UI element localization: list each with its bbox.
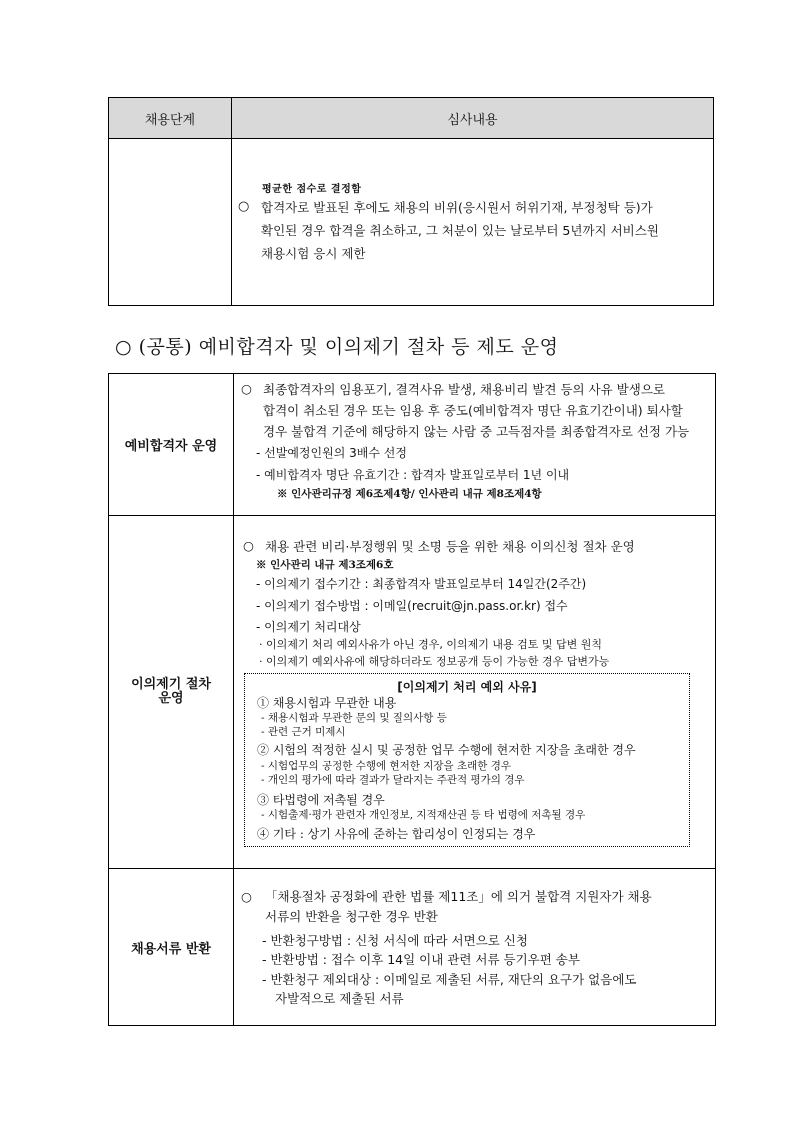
objection-sub-2: - 이의제기 접수방법 : 이메일(recruit@jn.pass.or.kr) 접수	[256, 599, 568, 613]
objection-sub-3: - 이의제기 처리대상	[256, 620, 361, 634]
header-stage: 채용단계	[109, 98, 232, 139]
label-objection	[109, 516, 234, 869]
reserve-sub-2: - 예비합격자 명단 유효기간 : 합격자 발표일로부터 1년 이내	[256, 468, 570, 482]
exception-item-1b: - 관련 근거 미제시	[261, 726, 346, 738]
exception-item-3a: - 시험출제·평가 관련자 개인정보, 지적재산권 등 타 법령에 저촉될 경우	[261, 809, 586, 821]
return-sub-3: - 반환청구 제외대상 : 이메일로 제출된 서류, 재단의 요구가 없음에도	[262, 972, 637, 987]
reserve-line-3: 경우 불합격 기준에 해당하지 않는 사람 중 고득점자를 최종합격자로 선정 가능	[263, 424, 690, 439]
exception-item-1: ① 채용시험과 무관한 내용	[257, 696, 397, 710]
content-line-3: 채용시험 응시 제한	[261, 246, 366, 261]
objection-dot-2: · 이의제기 예외사유에 해당하더라도 정보공개 등이 가능한 경우 답변가능	[259, 655, 610, 668]
section-heading: ○ (공통) 예비합격자 및 이의제기 절차 등 제도 운영	[115, 336, 559, 358]
content-line-1: 합격자로 발표된 후에도 채용의 비위(응시원서 허위기재, 부정청탁 등)가	[261, 200, 653, 215]
reserve-line-1: 최종합격자의 임용포기, 결격사유 발생, 채용비리 발견 등의 사유 발생으로	[263, 382, 665, 397]
return-line-1: 「채용절차 공정화에 관한 법률 제11조」에 의거 불합격 지원자가 채용	[265, 889, 652, 904]
objection-sub-1: - 이의제기 접수기간 : 최종합격자 발표일로부터 14일간(2주간)	[256, 577, 587, 591]
bullet-icon: ○	[238, 199, 250, 214]
bullet-icon: ○	[243, 538, 254, 553]
reserve-sub-1: - 선발예정인원의 3배수 선정	[256, 446, 407, 460]
label-objection-line2: 운영	[158, 691, 184, 706]
return-line-2: 서류의 반환을 청구한 경우 반환	[265, 909, 438, 924]
return-sub-3b: 자발적으로 제출된 서류	[275, 991, 404, 1006]
exception-item-4: ④ 기타 : 상기 사유에 준하는 합리성이 인정되는 경우	[257, 827, 536, 841]
header-content: 심사내용	[232, 98, 714, 139]
exception-box-title: [이의제기 처리 예외 사유]	[397, 680, 537, 694]
content-line-2: 확인된 경우 합격을 취소하고, 그 처분이 있는 날로부터 5년까지 서비스원	[261, 223, 659, 238]
reserve-ref: ※ 인사관리규정 제6조제4항/ 인사관리 내규 제8조제4항	[277, 488, 542, 500]
stage-cell	[109, 139, 232, 306]
exception-item-2: ② 시험의 적정한 실시 및 공정한 업무 수행에 현저한 지장을 초래한 경우	[257, 743, 636, 757]
content-cell	[232, 139, 714, 306]
partial-note: 평균한 점수로 결정함	[262, 184, 362, 195]
bullet-icon: ○	[241, 889, 252, 904]
return-sub-1: - 반환청구방법 : 신청 서식에 따라 서면으로 신청	[262, 933, 528, 948]
exception-item-2a: - 시험업무의 공정한 수행에 현저한 지장을 초래한 경우	[261, 760, 512, 772]
objection-dot-1: · 이의제기 처리 예외사유가 아닌 경우, 이의제기 내용 검토 및 답변 원칙	[259, 638, 602, 651]
label-objection-line1: 이의제기 절차	[131, 677, 211, 693]
bullet-icon: ○	[241, 381, 252, 396]
label-reserve: 예비합격자 운영	[109, 374, 234, 516]
objection-ref: ※ 인사관리 내규 제3조제6호	[256, 559, 394, 571]
return-sub-2: - 반환방법 : 접수 이후 14일 이내 관련 서류 등기우편 송부	[262, 952, 580, 967]
reserve-line-2: 합격이 취소된 경우 또는 임용 후 중도(예비합격자 명단 유효기간이내) 퇴사할	[263, 403, 683, 418]
exception-item-1a: - 채용시험과 무관한 문의 및 질의사항 등	[261, 712, 447, 724]
label-return: 채용서류 반환	[109, 869, 234, 1026]
exception-item-3: ③ 타법령에 저촉될 경우	[257, 793, 385, 807]
objection-main: 채용 관련 비리·부정행위 및 소명 등을 위한 채용 이의신청 절차 운영	[265, 539, 635, 554]
exception-item-2b: - 개인의 평가에 따라 결과가 달라지는 주관적 평가의 경우	[261, 774, 525, 786]
